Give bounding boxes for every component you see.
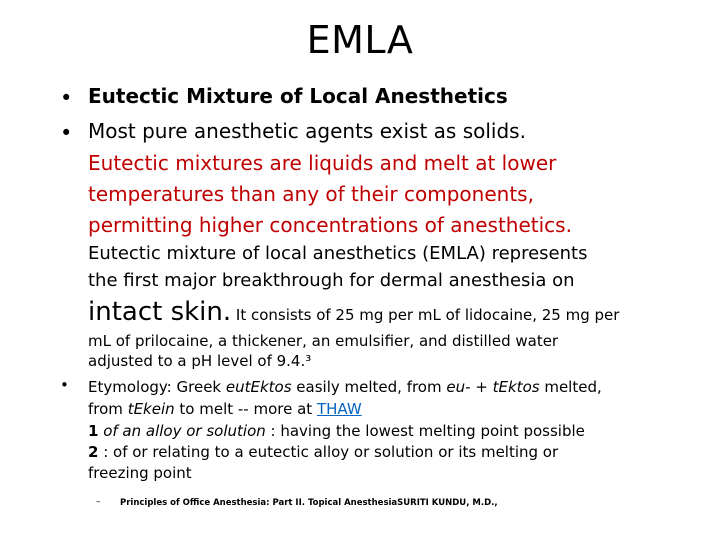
bullet-2-para-line-5: adjusted to a pH level of 9.4.³ <box>88 352 312 370</box>
definition-2-text: : of or relating to a eutectic alloy or solution or its melting or <box>98 443 559 461</box>
bullet-2-para-line-3-tail: It consists of 25 mg per mL of lidocaine, 25 mg per <box>231 306 620 324</box>
bullet-1-text: Eutectic Mixture of Local Anesthetics <box>88 84 508 108</box>
bullet-2-red-line-2: temperatures than any of their components, <box>88 182 534 206</box>
definition-1-text: : having the lowest melting point possible <box>265 422 585 440</box>
definition-2 <box>88 443 558 461</box>
etymology-text-end: melted, <box>539 378 602 396</box>
etymology-label: Etymology: Greek <box>88 378 226 396</box>
bullet-2-para-line-1: Eutectic mixture of local anesthetics (EMLA) represents <box>88 243 588 264</box>
bullet-marker: • <box>60 376 69 394</box>
bullet-2-para-line-2: the first major breakthrough for dermal anesthesia on <box>88 270 575 291</box>
definition-1-number: 1 <box>88 422 99 440</box>
bullet-2-para-line-4: mL of prilocaine, a thickener, an emulsifier, and distilled water <box>88 332 559 350</box>
reference-dash: – <box>96 497 101 507</box>
definition-2-number: 2 <box>88 443 99 461</box>
definition-2-line-2: freezing point <box>88 464 192 482</box>
bullet-2-line-1: Most pure anesthetic agents exist as solids. <box>88 119 526 143</box>
intact-skin-text: intact skin. <box>88 297 232 327</box>
etymology-word-tekein: tEkein <box>127 400 175 418</box>
bullet-3-line-2 <box>88 400 362 418</box>
etymology-more-at: to melt -- more at <box>174 400 317 418</box>
bullet-2-red-line-3: permitting higher concentrations of anesthetics. <box>88 213 572 237</box>
definition-1-context: of an alloy or solution <box>98 422 266 440</box>
bullet-marker: • <box>60 86 73 110</box>
reference-citation: Principles of Office Anesthesia: Part II. Topical AnesthesiaSURITI KUNDU, M.D., <box>120 498 498 508</box>
bullet-2-red-line-1: Eutectic mixtures are liquids and melt at lower <box>88 151 557 175</box>
definition-1 <box>88 422 585 440</box>
etymology-from: from <box>88 400 128 418</box>
etymology-plus: + <box>470 378 493 396</box>
bullet-2-para-line-3 <box>88 297 619 327</box>
etymology-word-eutektos: eutEktos <box>225 378 292 396</box>
etymology-word-tektos: tEktos <box>492 378 540 396</box>
slide-title: EMLA <box>306 18 414 62</box>
bullet-marker: • <box>60 121 73 145</box>
bullet-3-line-1 <box>88 378 602 396</box>
etymology-prefix-eu: eu- <box>446 378 471 396</box>
etymology-text: easily melted, from <box>291 378 447 396</box>
thaw-link[interactable]: THAW <box>316 400 362 418</box>
